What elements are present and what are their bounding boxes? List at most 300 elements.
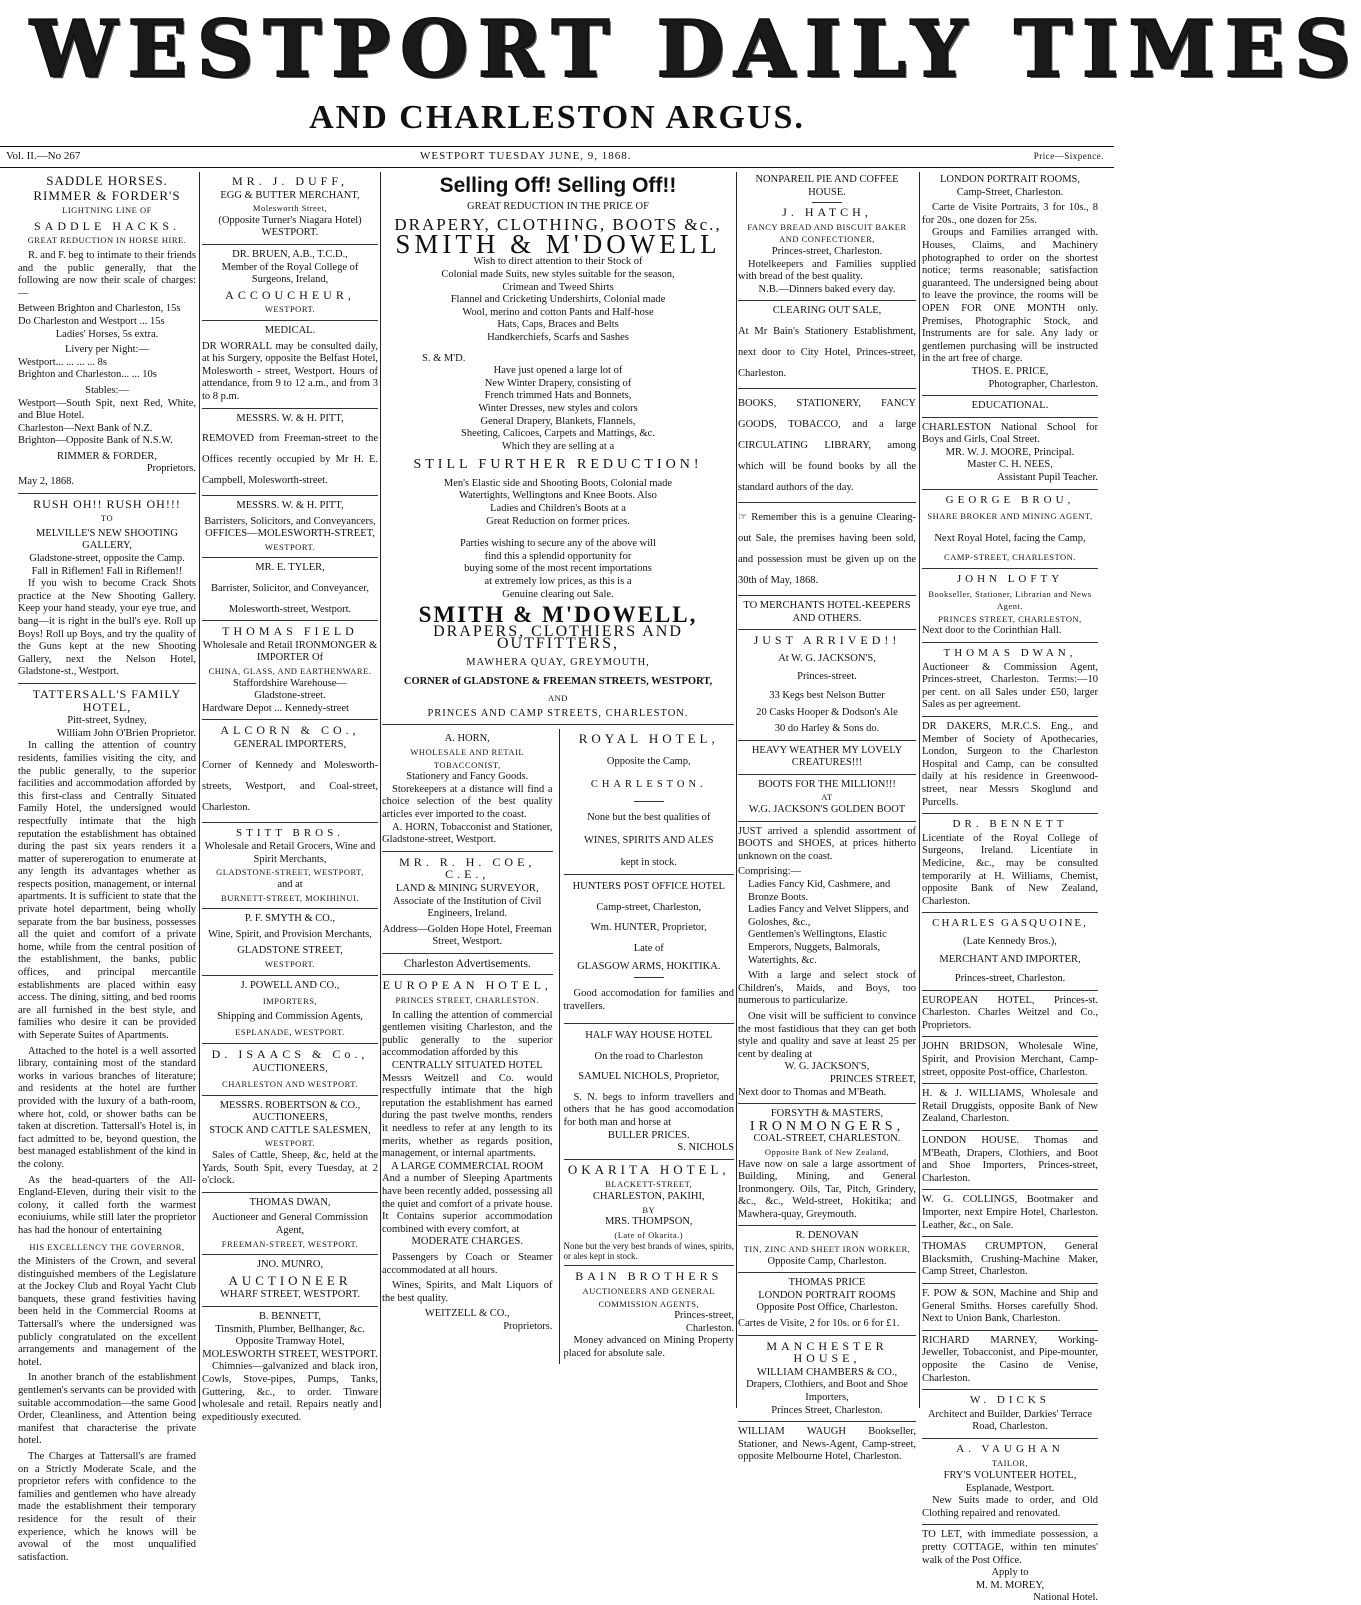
ad-line: WESTPORT.	[261, 227, 319, 239]
ad-line: Princes-street, Charleston.	[954, 973, 1066, 985]
ad-heading: NONPAREIL PIE AND COFFEE HOUSE.	[755, 174, 899, 198]
ad-heading: RUSH OH!! RUSH OH!!!	[33, 496, 181, 511]
ad-body: DR WORRALL may be consulted daily, at his Surgery, opposite the Belfast Hotel, Molesworth - street, Westport. Hours of attendance, from 9 to 12 a.m., and from 3 to 8 p.m.	[202, 340, 378, 402]
ad-line: OFFICES—MOLESWORTH-STREET,	[205, 528, 375, 540]
column-rule	[199, 172, 200, 1408]
ad-line: Ladies' Horses, 5s extra.	[55, 328, 159, 340]
divider	[382, 953, 553, 954]
ad-body: LONDON HOUSE. Thomas and M'Beath, Drapers, Clothiers, and Boot and Shoe Importers, Princes-street, Charleston.	[922, 1135, 1098, 1184]
ad-heading: ROYAL HOTEL,	[578, 731, 719, 747]
column-rule	[919, 172, 920, 1408]
ad-body: If you wish to become Crack Shots practice at the New Shooting Gallery. Keep your hand steady, your eye true, and bang—it is right in the bull's eye. Roll up Boys! Roll up Boys, and try the quality of the Guns kept at the new Shooting Gallery, next the Nelson Hotel, Gladstone-st., Westport.	[18, 578, 196, 678]
ad-line: WILLIAM CHAMBERS & CO.,	[756, 1366, 898, 1378]
ad-line: Wm. HUNTER, Proprietor,	[590, 922, 707, 934]
ad-heading: EDUCATIONAL.	[971, 400, 1049, 412]
masthead	[0, 0, 1361, 140]
ad-body: Groups and Families arranged with. Houses, Claims, and Machinery photographed to order on the shortest notice; terms reasonable; satisfaction guaranteed. The undersigned being about to leave the province, the rooms will be OPEN FOR ONE MONTH only. Premises, Photographic Stock, and Instruments are for sale. Any lady or gentlemen purchasing will be instructed in the art free of charge.	[922, 227, 1098, 365]
divider	[202, 1095, 378, 1096]
ad-line: Great Reduction on former prices.	[486, 515, 630, 527]
ad-line: GENERAL IMPORTERS,	[233, 739, 347, 750]
ad-line: Next Royal Hotel, facing the Camp,	[934, 532, 1086, 544]
ad-line: Crimean and Tweed Shirts	[502, 281, 614, 293]
ad-heading: HALF WAY HOUSE HOTEL	[585, 1030, 713, 1042]
ad-line: GLASGOW ARMS, HOKITIKA.	[577, 961, 721, 973]
ad-line: PRINCES STREET,	[829, 1073, 916, 1085]
divider	[922, 1389, 1098, 1390]
ad-body: New Suits made to order, and Old Clothing repaired and renovated.	[922, 1495, 1098, 1519]
ad-line: GLADSTONE STREET,	[237, 945, 343, 957]
ad-body: Carte de Visite Portraits, 3 for 10s., 8 for 20s., one dozen for 25s.	[922, 202, 1098, 226]
ad-body: Wholesale and Retail Grocers, Wine and Spirit Merchants,	[204, 841, 376, 865]
ad-line: Do Charleston and Westport ... 15s	[18, 315, 165, 327]
ad-line: Camp-Street, Charleston.	[956, 186, 1064, 198]
ad-line: FANCY BREAD AND BISCUIT BAKER AND CONFECTIONER,	[747, 221, 907, 245]
divider	[738, 595, 916, 596]
divider	[564, 1159, 735, 1160]
ad-line: W. G. JACKSON'S,	[784, 1061, 870, 1073]
ad-line: Princes-street.	[797, 671, 857, 683]
ad-line: Opposite Tramway Hotel,	[235, 1336, 345, 1348]
ad-line: Flannel and Cricketing Undershirts, Colonial made	[450, 294, 666, 306]
ad-line: Wish to direct attention to their Stock of	[473, 256, 643, 268]
ad-heading: MESSRS. W. & H. PITT,	[236, 500, 344, 512]
ad-line: General Drapery, Blankets, Flannels,	[480, 415, 636, 427]
ad-heading: LONDON PORTRAIT ROOMS,	[939, 174, 1081, 185]
divider	[382, 974, 553, 975]
ad-line: Colonial made Suits, new styles suitable for the season,	[441, 268, 675, 280]
ad-line: New Winter Drapery, consisting of	[484, 377, 632, 389]
divider	[202, 1254, 378, 1255]
ad-line: CHARLESTON, PAKIHI,	[592, 1191, 705, 1203]
ad-body: WILLIAM WAUGH Bookseller, Stationer, and News-Agent, Camp-street, opposite Melbourne Hotel, Charleston.	[738, 1426, 916, 1463]
ad-line: Westport... ... ... ... 8s	[18, 356, 107, 368]
divider	[922, 1189, 1098, 1190]
ad-heading: EUROPEAN HOTEL,	[382, 978, 552, 993]
ad-line: Esplanade, Westport.	[965, 1482, 1055, 1494]
ad-body: Hotelkeepers and Families supplied with bread of the best quality.	[738, 258, 916, 283]
ad-body: JUST arrived a splendid assortment of BOOTS and SHOES, at prices hitherto unknown on the coast.	[738, 825, 916, 862]
ad-body: W. G. COLLINGS, Bootmaker and Importer, next Empire Hotel, Charleston. Leather, &c., on Sale.	[922, 1194, 1098, 1231]
ad-body: Architect and Builder, Darkies' Terrace Road, Charleston.	[927, 1408, 1093, 1433]
ad-firm: RIMMER & FORDER'S	[33, 187, 181, 203]
ad-line: EGG & BUTTER MERCHANT,	[220, 189, 360, 201]
ad-line: WESTPORT.	[264, 541, 316, 552]
ad-body: At Mr Bain's Stationery Establishment, next door to City Hotel, Princes-street, Charleston.	[738, 325, 916, 379]
feature-firm: SMITH & M'DOWELL,	[418, 602, 698, 628]
ad-line: AUCTIONEERS,	[252, 1062, 328, 1074]
section-heading: Charleston Advertisements.	[403, 957, 531, 970]
ad-line: Bookseller, Stationer, Librarian and News Agent.	[928, 588, 1092, 612]
ad-body: Member of the Royal College of Surgeons, Ireland,	[221, 261, 359, 286]
ad-signature: Proprietors.	[146, 463, 196, 475]
ad-heading: P. F. SMYTH & CO.,	[244, 913, 336, 925]
ad-heading: MR. R. H. COE, C.E.,	[399, 854, 536, 882]
column-3-left	[382, 729, 553, 1363]
ad-line: CHINA, GLASS, AND EARTHENWARE.	[208, 666, 372, 677]
ad-line: TIN, ZINC AND SHEET IRON WORKER,	[743, 1244, 911, 1255]
ad-line: and at	[277, 878, 303, 890]
ad-heading: HEAVY WEATHER MY LOVELY CREATURES!!!	[751, 744, 903, 769]
ad-line: Watertights, Wellingtons and Knee Boots. Also	[459, 490, 657, 502]
ad-line: Parties wishing to secure any of the above will	[460, 538, 656, 550]
ad-body: Storekeepers at a distance will find a choice selection of the best quality articles ever imported to the coast.	[382, 783, 553, 820]
ad-heading: CHARLES GASQUOINE,	[932, 917, 1088, 930]
ad-body: With a large and select stock of Children's, Maids, and Boys, too numerous to particularize.	[738, 970, 916, 1007]
ad-body: Attached to the hotel is a well assorted library, containing most of the standard works in various branches of literature; and residents at the hotel are further provided with the luxury of a bath-room, where hot, cold, or shower baths can be taken at discretion. Tattersall's Hotel is, in fact admitted to be, beyond question, the best managed establishment of the kind in the colony.	[18, 1045, 196, 1170]
ad-body: JOHN BRIDSON, Wholesale Wine, Spirit, and Provision Merchant, Camp-street, opposite Post-office, Charleston.	[922, 1041, 1098, 1078]
ad-body: THOMAS CRUMPTON, General Blacksmith, Crushing-Machine Maker, Camp Street, Charleston.	[922, 1241, 1098, 1278]
ad-line: GREAT REDUCTION IN THE PRICE OF	[467, 200, 649, 212]
ad-body: REMOVED from Freeman-street to the Offices recently occupied by Mr H. E. Campbell, Molesworth-street.	[202, 433, 378, 487]
divider	[202, 244, 378, 245]
ad-line: On the road to Charleston	[594, 1050, 703, 1062]
ad-line: Opposite Camp, Charleston.	[767, 1255, 887, 1267]
ad-line: Princes Street, Charleston.	[771, 1404, 883, 1416]
ad-line: Camp-street, Charleston,	[596, 901, 702, 913]
divider	[738, 740, 916, 741]
ad-line: Comprising:—	[738, 866, 802, 878]
ad-signature: WEITZELL & CO.,	[424, 1308, 510, 1320]
ad-heading: A. HORN,	[444, 733, 490, 745]
ad-body: S. N. begs to inform travellers and others that he has good accomodation for both man and horse at	[563, 1091, 734, 1129]
ad-heading: MESSRS. ROBERTSON & CO., AUCTIONEERS,	[219, 1099, 361, 1124]
ad-body: Have now on sale a large assortment of Building, Mining, and General Ironmongery. Oils, Tar, Pitch, Grindery, &c., &c., Weld-street, Hokitika; and Mawhera-quay, Greymouth.	[738, 1158, 916, 1220]
ad-line: PRINCES STREET, CHARLESTON,	[938, 613, 1082, 624]
ad-line: Between Brighton and Charleston, 15s	[18, 303, 181, 315]
ad-body: Auctioneer & Commission Agent, Princes-street, Charleston. Terms:—10 per cent. on all Sales under £50, larger Sales as per agreement.	[922, 661, 1098, 711]
ad-body: Address—Golden Hope Hotel, Freeman Street, Westport.	[382, 923, 552, 948]
ad-heading: SADDLE HORSES.	[46, 173, 168, 188]
divider	[922, 912, 1098, 913]
ad-heading: THOMAS PRICE	[788, 1277, 866, 1289]
divider	[202, 975, 378, 976]
ad-heading: JUST ARRIVED!!	[753, 633, 901, 648]
ad-line: DRAPERS, CLOTHIERS AND OUTFITTERS,	[433, 622, 683, 653]
ad-line: find this a splendid opportunity for	[484, 550, 632, 562]
ad-line: Late of	[633, 942, 664, 954]
ad-line: 33 Kegs best Nelson Butter	[769, 689, 885, 701]
ad-body: Wholesale and Retail IRONMONGER & IMPORTER Of	[202, 639, 378, 664]
ad-firm: MELVILLE'S NEW SHOOTING GALLERY,	[36, 527, 178, 552]
ad-body: Wines, Spirits, and Malt Liquors of the best quality.	[382, 1280, 553, 1304]
ad-line: kept in stock.	[620, 857, 677, 869]
ad-line: Drapers, Clothiers, and Boot and Shoe Importers,	[746, 1379, 908, 1403]
divider	[202, 719, 378, 720]
ad-line: WINES, SPIRITS AND ALES	[583, 834, 714, 846]
ad-heading: THOMAS DWAN,	[943, 647, 1077, 659]
ad-body: And a number of Sleeping Apartments have been recently added, possessing all the quiet and comfort of a private house. It Contains superior accommodation combined with every comfort, at	[382, 1173, 553, 1235]
ad-line: WHARF STREET, WESTPORT.	[220, 1289, 360, 1301]
ad-line: IMPORTERS,	[262, 996, 318, 1007]
ad-line: (Late Kennedy Bros.),	[963, 935, 1057, 947]
ad-body: Wine, Spirit, and Provision Merchants,	[208, 928, 372, 940]
divider	[382, 724, 734, 725]
ad-signature: S. NICHOLS	[677, 1142, 734, 1154]
divider	[18, 493, 196, 494]
ad-signature: RIMMER & FORDER,	[56, 450, 158, 462]
ad-body: In another branch of the establishment gentlemen's servants can be provided with suitable accommodation—the same Good Order, Cleanliness, and Attention being manifest that characterise the private hotel.	[18, 1372, 196, 1447]
ad-body: BOOKS, STATIONERY, FANCY GOODS, TOBACCO, and a large CIRCULATING LIBRARY, among which will be found books by all the standard authors of the day.	[738, 397, 916, 493]
ad-line: Assistant Pupil Teacher.	[997, 472, 1098, 484]
divider	[738, 1272, 916, 1273]
ad-line: Hats, Caps, Braces and Belts	[497, 319, 619, 331]
ad-line: HIS EXCELLENCY THE GOVERNOR,	[29, 1241, 185, 1252]
ad-line: LONDON PORTRAIT ROOMS	[758, 1289, 896, 1301]
divider	[564, 1023, 735, 1024]
ad-body: CHARLESTON National School for Boys and Girls, Coal Street.	[922, 421, 1098, 446]
ad-line: BULLER PRICES.	[607, 1129, 690, 1141]
column-rule	[736, 172, 737, 1408]
divider	[922, 1438, 1098, 1439]
ad-heading: MEDICAL.	[264, 324, 316, 336]
ad-line: Men's Elastic side and Shooting Boots, Colonial made	[443, 477, 673, 489]
ad-heading: W. DICKS	[970, 1394, 1050, 1407]
ad-line: BURNETT-STREET, MOKIHINUI.	[221, 892, 359, 903]
ad-line: Livery per Night:—	[65, 344, 149, 356]
ad-heading: JNO. MUNRO,	[256, 1259, 324, 1271]
divider	[634, 801, 664, 802]
ad-line: Gladstone-street.	[254, 690, 326, 702]
divider	[202, 1192, 378, 1193]
ad-body: Messrs Weitzell and Co. would respectfully intimate that the high reputation the establishment has earned during the past twelve months, renders it needless to refer at any length to its merits, whether as regards position, management, or internal apartments.	[382, 1072, 553, 1160]
ad-line: Brighton—Opposite Bank of N.S.W.	[18, 435, 173, 447]
divider	[922, 1236, 1098, 1237]
column-3-right	[559, 729, 735, 1363]
ad-heading: MESSRS. W. & H. PITT,	[236, 412, 344, 424]
ad-signature: Photographer, Charleston.	[988, 378, 1098, 390]
ad-heading: THOMAS DWAN,	[249, 1196, 331, 1208]
volume-number: Vol. II.—No 267	[6, 150, 81, 162]
ad-heading: DR. BENNETT	[952, 818, 1068, 831]
ad-body: the Ministers of the Crown, and several distinguished members of the Legislature at the Jockey Club and Royal Yacht Club banquets, these grand festivities having been held in the Commercial Rooms at Tattersall's where the undersigned was publicly congratulated on the excellent arrangements and management of the hotel.	[18, 1256, 196, 1368]
ad-body: The Charges at Tattersall's are framed on a Strictly Moderate Scale, and the proprietor refers with confidence to the families and gentlemen who have already made the establishment their temporary residence for the result of their experience, which he knows will be avowal of the most unqualified satisfaction.	[18, 1451, 196, 1563]
ad-line: SAMUEL NICHOLS, Proprietor,	[578, 1071, 720, 1083]
ad-line: AND	[548, 693, 568, 704]
divider	[738, 300, 916, 301]
ad-line: FREEMAN-STREET, WESTPORT.	[221, 1238, 359, 1249]
column-5	[922, 174, 1098, 1604]
ad-line: Fall in Riflemen! Fall in Riflemen!!	[31, 565, 183, 577]
issue-date: WESTPORT TUESDAY JUNE, 9, 1868.	[420, 150, 632, 162]
ad-line: TAILOR,	[991, 1458, 1029, 1469]
ad-line: SADDLE HACKS.	[33, 218, 180, 233]
divider	[922, 489, 1098, 490]
ad-line: Stationery and Fancy Goods.	[406, 771, 529, 783]
divider	[922, 1036, 1098, 1037]
ad-signature: National Hotel.	[1033, 1592, 1098, 1604]
column-rule	[380, 172, 381, 1408]
divider	[922, 1330, 1098, 1331]
ad-heading: R. DENOVAN	[795, 1230, 859, 1242]
ad-body: One visit will be sufficient to convince the most fastidious that they can get both style and quality and save at least 25 per cent by dealing at	[738, 1010, 916, 1060]
divider	[922, 1083, 1098, 1084]
ad-line: Have just opened a large lot of	[493, 365, 623, 377]
divider	[564, 874, 735, 875]
ad-heading: A. VAUGHAN	[956, 1442, 1064, 1455]
ad-body: A. HORN, Tobacconist and Stationer, Gladstone-street, Westport.	[382, 821, 553, 846]
ad-body: Cartes de Visite, 2 for 10s. or 6 for £1.	[738, 1318, 900, 1330]
divider	[922, 716, 1098, 717]
ad-line: STILL FURTHER REDUCTION!	[413, 457, 703, 473]
divider	[382, 851, 553, 852]
ad-line: MR. W. J. MOORE, Principal.	[945, 446, 1075, 458]
ad-line: Pitt-street, Sydney,	[67, 715, 147, 727]
divider	[202, 495, 378, 496]
ad-line: Stables:—	[85, 384, 129, 396]
ad-line: N.B.—Dinners baked every day.	[758, 283, 896, 295]
ad-line: Wool, merino and cotton Pants and Half-hose	[462, 306, 654, 318]
ad-line: AT	[821, 792, 833, 803]
divider	[922, 1130, 1098, 1131]
ad-line: Apply to	[991, 1567, 1029, 1579]
ad-line: Hardware Depot ... Kennedy-street	[202, 702, 349, 714]
feature-firm: SMITH & M'DOWELL	[395, 228, 721, 259]
divider	[922, 1524, 1098, 1525]
ad-heading: BAIN BROTHERS	[575, 1269, 723, 1284]
ad-line: Opposite Bank of New Zealand,	[764, 1146, 890, 1157]
ad-line: Staffordshire Warehouse—	[233, 677, 347, 689]
ad-line: BY	[642, 1204, 656, 1215]
ad-heading: HUNTERS POST OFFICE HOTEL	[572, 880, 725, 892]
ad-line: (Late of Okarita.)	[614, 1229, 684, 1240]
feature-headline: Selling Off! Selling Off!!	[439, 174, 677, 197]
ad-body: Corner of Kennedy and Molesworth-streets, Westport, and Coal-street, Charleston.	[202, 759, 378, 813]
ad-signature: M. M. MOREY,	[975, 1579, 1045, 1591]
ad-line: Molesworth Street,	[252, 203, 328, 214]
ad-line: buying some of the most recent importations	[464, 563, 652, 575]
ad-line: S. & M'D.	[422, 352, 466, 364]
divider	[738, 774, 916, 775]
ad-line: LAND & MINING SURVEYOR,	[395, 882, 539, 894]
divider	[738, 821, 916, 822]
ad-line: Handkerchiefs, Scarfs and Sashes	[487, 331, 629, 343]
ad-line: SHARE BROKER AND MINING AGENT,	[927, 511, 1093, 522]
ad-line: (Opposite Turner's Niagara Hotel)	[218, 214, 362, 226]
ad-line: Gladstone-street, opposite the Camp.	[29, 553, 185, 565]
newspaper-title: WESTPORT DAILY TIMES	[30, 4, 1361, 95]
ad-body: Good accomodation for families and travellers.	[563, 987, 734, 1012]
ad-line: ACCOUCHEUR,	[225, 287, 355, 302]
ad-body: DR DAKERS, M.R.C.S. Eng., and Member of Society of Apothecaries, London, Surgeon to the Charleston Hospital and Camp, can be consulted daily at his residence in Greenwood-street, near Messrs Skoglund and Purcells.	[922, 720, 1098, 808]
divider	[564, 1265, 735, 1266]
ad-date: May 2, 1868.	[18, 476, 74, 488]
ad-line: Tinsmith, Plumber, Bellhanger, &c.	[215, 1323, 365, 1335]
divider	[738, 1335, 916, 1336]
ad-heading: THOMAS FIELD	[222, 624, 358, 639]
divider	[634, 977, 664, 978]
ad-line: CAMP-STREET, CHARLESTON.	[944, 552, 1076, 563]
divider	[922, 642, 1098, 643]
divider	[202, 822, 378, 823]
ad-heading: TO MERCHANTS HOTEL-KEEPERS AND OTHERS.	[743, 599, 911, 624]
ad-line: French trimmed Hats and Bonnets,	[484, 390, 632, 402]
ad-body: In calling the attention of country residents, families visiting the city, and the public generally, to the superior facilities and accommodation afforded by this first-class and Centrally Situated Family Hotel, the undersigned would respectfully intimate that the high reputation the establishment has obtained during the past six years renders it a matter of supererogation to enumerate at any length its advantages whether as respects position, management, or internal apartments. It is sufficient to state that the private hotel department, being wholly separate from the bar business, possesses all the quiet and comfort of a private home, while from the central position of the establishment, the banks, public offices, and principal mercantile establishments are placed within easy access. The dining, sitting, and bed rooms are all furnished in the best style, and families who desire it can be provided with Seperate Suites of Apartments.	[18, 740, 196, 1041]
ad-line: GLADSTONE-STREET, WESTPORT,	[216, 867, 364, 878]
divider	[202, 557, 378, 558]
ad-line: STOCK AND CATTLE SALESMEN,	[209, 1124, 371, 1136]
ad-body: EUROPEAN HOTEL, Princes-st. Charleston. Charles Weitzel and Co., Proprietors.	[922, 994, 1098, 1031]
ad-line: MRS. THOMPSON,	[604, 1216, 693, 1228]
ad-heading: TATTERSALL'S FAMILY HOTEL,	[32, 686, 182, 714]
ad-line: GREAT REDUCTION IN HORSE HIRE.	[27, 235, 187, 246]
ad-line: Opposite the Camp,	[606, 755, 691, 767]
ad-line: Princes-street, Charleston.	[771, 245, 883, 257]
divider	[738, 502, 916, 503]
ad-heading: JOHN LOFTY	[956, 573, 1064, 586]
ad-body: RICHARD MARNEY, Working-Jeweller, Tobacconist, and Pipe-mounter, opposite the Casino de Venise, Charleston.	[922, 1334, 1098, 1384]
ad-line: Gentlemen's Wellingtons, Elastic Emperors, Nuggets, Balmorals, Watertights, &c.	[748, 929, 887, 966]
divider	[202, 320, 378, 321]
ad-body: Shipping and Commission Agents,	[217, 1010, 363, 1022]
ad-body: In calling the attention of commercial gentlemen visiting Charleston, and the public generally to the superior accommodation afforded by this	[382, 1009, 553, 1059]
dateline	[0, 146, 1114, 168]
ad-line: MODERATE CHARGES.	[411, 1236, 523, 1248]
ad-heading: J. HATCH,	[782, 205, 872, 220]
ad-line: Charleston—Next Bank of N.Z.	[18, 422, 153, 434]
ad-line: CENTRALLY SITUATED HOTEL	[391, 1060, 543, 1072]
ad-heading: OKARITA HOTEL,	[567, 1161, 730, 1177]
ad-body: Passengers by Coach or Steamer accommodated at all hours.	[382, 1251, 553, 1276]
ad-heading: D. ISAACS & Co.,	[211, 1046, 369, 1061]
ad-line: Winter Dresses, new styles and colors	[478, 402, 638, 414]
divider	[812, 202, 842, 203]
divider	[922, 813, 1098, 814]
ad-body: None but the very best brands of wines, spirits, or ales kept in stock.	[563, 1241, 734, 1262]
ad-heading: FORSYTH & MASTERS,	[770, 1108, 884, 1120]
column-3-split	[382, 729, 734, 1363]
divider	[18, 683, 196, 684]
ad-heading: DR. BRUEN, A.B., T.C.D.,	[232, 248, 348, 260]
ad-line: at extremely low prices, as this is a	[484, 576, 632, 588]
ad-line: A LARGE COMMERCIAL ROOM	[391, 1160, 544, 1172]
ad-line: COAL-STREET, CHARLESTON.	[753, 1133, 901, 1145]
divider	[202, 408, 378, 409]
divider	[738, 1103, 916, 1104]
ad-line: None but the best qualities of	[587, 812, 711, 824]
ad-line: W.G. JACKSON'S GOLDEN BOOT	[748, 804, 906, 816]
divider	[202, 908, 378, 909]
ad-line: IRONMONGERS,	[749, 1118, 905, 1134]
ad-line: Westport—South Spit, next Red, White, and Blue Hotel.	[18, 397, 196, 422]
ad-line: CORNER of GLADSTONE & FREEMAN STREETS, WESTPORT,	[403, 675, 713, 687]
ad-signature: THOS. E. PRICE,	[971, 365, 1049, 377]
ad-line: WESTPORT.	[264, 1138, 316, 1149]
divider	[922, 395, 1098, 396]
divider	[202, 1043, 378, 1044]
ad-heading: MANCHESTER HOUSE,	[766, 1338, 888, 1366]
ad-line: MAWHERA QUAY, GREYMOUTH,	[466, 657, 650, 668]
ad-body: TO LET, with immediate possession, a pretty COTTAGE, within ten minutes' walk of the Post Office.	[922, 1529, 1098, 1566]
ad-body: R. and F. beg to intimate to their friends and the public generally, that the following are now their scale of charges:—	[18, 249, 196, 299]
ad-body: H. & J. WILLIAMS, Wholesale and Retail Druggists, opposite Bank of New Zealand, Charleston.	[922, 1088, 1098, 1125]
ad-heading: B. BENNETT,	[259, 1311, 321, 1322]
ad-line: Molesworth-street, Westport.	[228, 603, 352, 615]
ad-heading: GEORGE BROU,	[945, 493, 1075, 506]
ad-heading: MR. E. TYLER,	[255, 562, 325, 574]
ad-line: William John O'Brien Proprietor.	[56, 727, 196, 739]
ad-line: AUCTIONEERS AND GENERAL COMMISSION AGENTS,	[582, 1286, 715, 1309]
divider	[922, 417, 1098, 418]
divider	[738, 629, 916, 630]
ad-line: At W. G. JACKSON'S,	[778, 652, 876, 664]
ad-body: Sales of Cattle, Sheep, &c, held at the Yards, South Spit, every Tuesday, at 2 o'clock.	[202, 1150, 378, 1187]
ad-line: WHOLESALE AND RETAIL TOBACCONIST,	[410, 746, 525, 770]
ad-line: Brighton and Charleston... ... 10s	[18, 369, 157, 381]
ad-line: Which they are selling at a	[501, 440, 615, 452]
ad-line: Ladies Fancy Kid, Cashmere, and Bronze Boots.	[748, 879, 891, 903]
ad-body: Chimnies—galvanized and black iron, Cowls, Stove-pipes, Pumps, Tanks, Guttering, &c., to order. Tinware wholesale and retail. Repairs neatly and expeditiously executed.	[202, 1361, 378, 1423]
ad-line: ESPLANADE, WESTPORT.	[235, 1027, 345, 1038]
